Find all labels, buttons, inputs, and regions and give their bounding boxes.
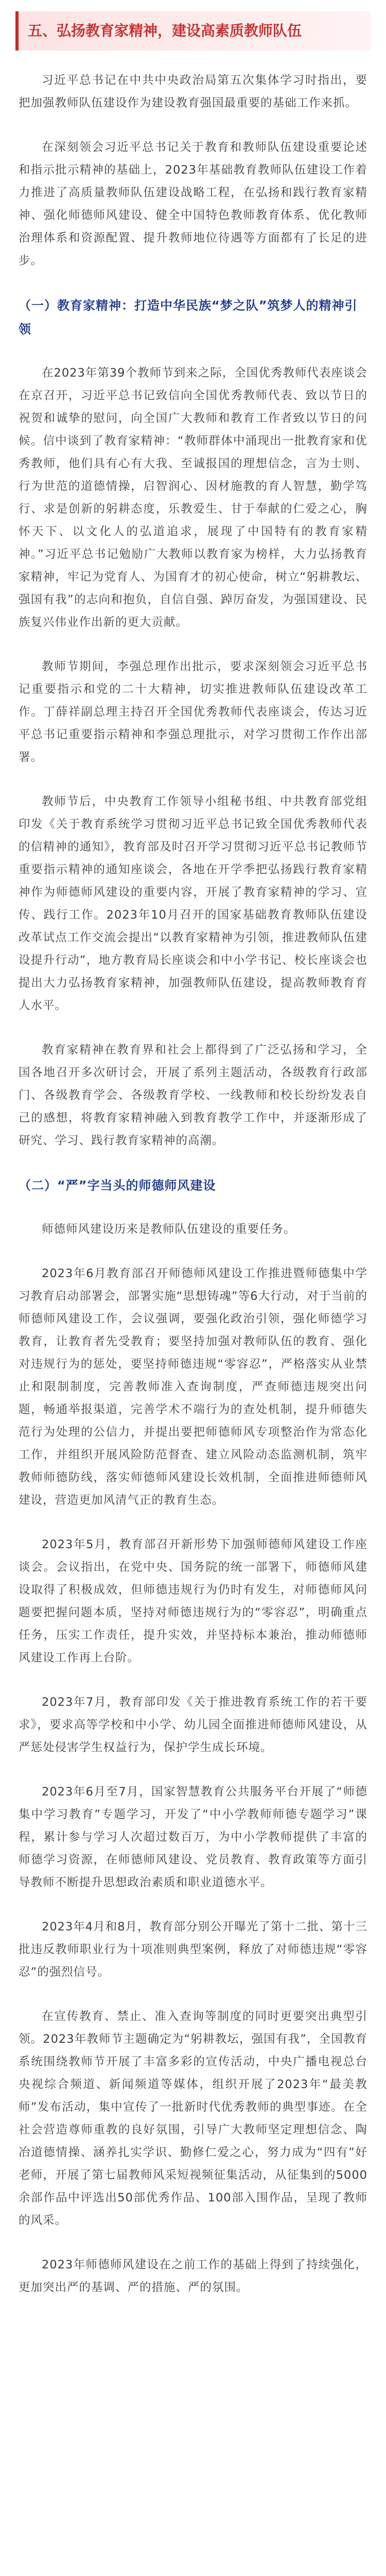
paragraph: 2023年6月教育部召开师德师风建设工作推进暨师德集中学习教育启动部署会，部署实施“思想铸魂”等6大行动，对于当前的师德师风建设工作，会议强调，要强化政治引领，强化师德学习教育，让教育者先受教育；要坚持加强对教师队伍的教育、强化对违规行为的惩处，要坚持师德违规“零容忍”，严格落实从业禁止和限制制度，完善教师准入查询制度，严查师德违规突出问题，畅通举报渠道，完善学术不端行为的查处机制，提升师德失范行为处理的公信力，并提出要把师德师风专项整治作为常态化工作，并组织开展风险防范督查、建立风险动态监测机制，筑牢教师师德防线，落实师德师风建设长效机制，全面推进师德师风建设，营造更加风清气正的教育生态。: [19, 1267, 367, 1507]
paragraph: 2023年6月至7月，国家智慧教育公共服务平台开展了“师德集中学习教育”专题学习，开发了“中小学教师师德专题学习”课程，累计参与学习人次超过数百万，为中小学教师提供了丰富的师德学习资源，在师德师风建设、党员教育、教育政策等方面引导教师不断提升思想政治素质和职业道德水平。: [19, 1785, 367, 1889]
paragraph: 在深刻领会习近平总书记关于教育和教师队伍建设重要论述和指示批示精神的基础上，2023年基础教育教师队伍建设工作着力推进了高质量教师队伍建设战略工程，在弘扬和践行教育家精神、强化师德师风建设、健全中国特色教师教育体系、优化教师治理体系和资源配置、提升教师地位待遇等方面都有了长足的进步。: [19, 141, 367, 267]
paragraph: 2023年4月和8月，教育部分别公开曝光了第十二批、第十三批违反教师职业行为十项准则典型案例，释放了对师德违规“零容忍”的强烈信号。: [19, 1920, 367, 1979]
sub-heading: （一）教育家精神：打造中华民族“梦之队”筑梦人的精神引领: [19, 298, 358, 336]
paragraph: 2023年师德师风建设在之前工作的基础上得到了持续强化，更加突出严的基调、严的措施、严的氛围。: [19, 2258, 367, 2294]
article-body: [0, 69, 386, 2299]
paragraph: 教师节后，中央教育工作领导小组秘书组、中共教育部党组印发《关于教育系统学习贯彻习近平总书记致全国优秀教师代表的信精神的通知》，教育部及时召开学习贯彻习近平总书记教师节重要指示精神的通知座谈会，各地在开学季把弘扬践行教育家精神作为师德师风建设的重要内容，开展了教育家精神的学习、宣传、践行工作。2023年10月召开的国家基础教育教师队伍建设改革试点工作交流会提出“以教育家精神为引领，推进教师队伍建设提升行动”，地方教育局长座谈会和中小学书记、校长座谈会也提出大力弘扬教育家精神，加强教师队伍建设，提高教师教育育人水平。: [19, 795, 367, 1012]
section-header: 五、弘扬教育家精神，建设高素质教师队伍: [15, 11, 371, 50]
paragraph: 教育家精神在教育界和社会上都得到了广泛弘扬和学习，全国各地召开多次研讨会，开展了系列主题活动，各级教育行政部门、各级教育学会、各级教育学校、一线教师和校长纷纷发表自己的感想，将教育家精神融入到教育教学工作中，并逐渐形成了研究、学习、践行教育家精神的高潮。: [19, 1043, 367, 1147]
paragraph: 教师节期间，李强总理作出批示，要求深刻领会习近平总书记重要指示和党的二十大精神，切实推进教师队伍建设改革工作。丁薛祥副总理主持召开全国优秀教师代表座谈会，传达习近平总书记重要指示精神和李强总理批示，对学习贯彻工作作出部署。: [19, 660, 367, 764]
paragraph: 习近平总书记在中共中央政治局第五次集体学习时指出，要把加强教师队伍建设作为建设教育强国最重要的基础工作来抓。: [19, 74, 367, 110]
paragraph: 2023年7月，教育部印发《关于推进教育系统工作的若干要求》，要求高等学校和中小学、幼儿园全面推进师德师风建设，从严惩处侵害学生权益行为，保护学生成长环境。: [19, 1696, 367, 1754]
paragraph: 在宣传教育、禁止、准入查询等制度的同时更要突出典型引领。2023年教师节主题确定为“躬耕教坛，强国有我”，全国教育系统围绕教师节开展了丰富多彩的宣传活动，中央广播电视总台央视综合频道、新闻频道等媒体，组织开展了2023年“最美教师”发布活动，集中宣传了一批新时代优秀教师的典型事迹。在全社会营造尊师重教的良好氛围，引导广大教师坚定理想信念、陶冶道德情操、涵养扎实学识、勤修仁爱之心，努力成为“四有”好老师，开展了第七届教师风采短视频征集活动，从征集到的5000余部作品中评选出50部优秀作品、100部入围作品，呈现了教师的风采。: [19, 2010, 367, 2227]
sub-heading: （二）“严”字当头的师德师风建设: [19, 1178, 216, 1193]
paragraph: 2023年5月，教育部召开新形势下加强师德师风建设工作座谈会。会议指出，在党中央、国务院的统一部署下，师德师风建设取得了积极成效，但师德违规行为仍时有发生，对师德师风问题要把握问题本质，坚持对师德违规行为的“零容忍”，明确重点任务，压实工作责任，提升实效，并坚持标本兼治，推动师德师风建设工作再上台阶。: [19, 1538, 367, 1665]
paragraph: 在2023年第39个教师节到来之际，全国优秀教师代表座谈会在京召开，习近平总书记致信向全国优秀教师代表、致以节日的祝贺和诚挚的慰问，向全国广大教师和教育工作者致以节日的问候。信中谈到了教育家精神：“教师群体中涌现出一批教育家和优秀教师，他们具有心有大我、至诚报国的理想信念，言为士则、行为世范的道德情操，启智润心、因材施教的育人智慧，勤学笃行、求是创新的躬耕态度，乐教爱生、甘于奉献的仁爱之心，胸怀天下、以文化人的弘道追求，展现了中国特有的教育家精神。”习近平总书记勉励广大教师以教育家为榜样，大力弘扬教育家精神，牢记为党育人、为国育才的初心使命，树立“躬耕教坛、强国有我”的志向和抱负，自信自强、踔厉奋发，为强国建设、民族复兴伟业作出新的更大贡献。: [19, 366, 367, 629]
paragraph: 师德师风建设历来是教师队伍建设的重要任务。: [42, 1223, 296, 1236]
